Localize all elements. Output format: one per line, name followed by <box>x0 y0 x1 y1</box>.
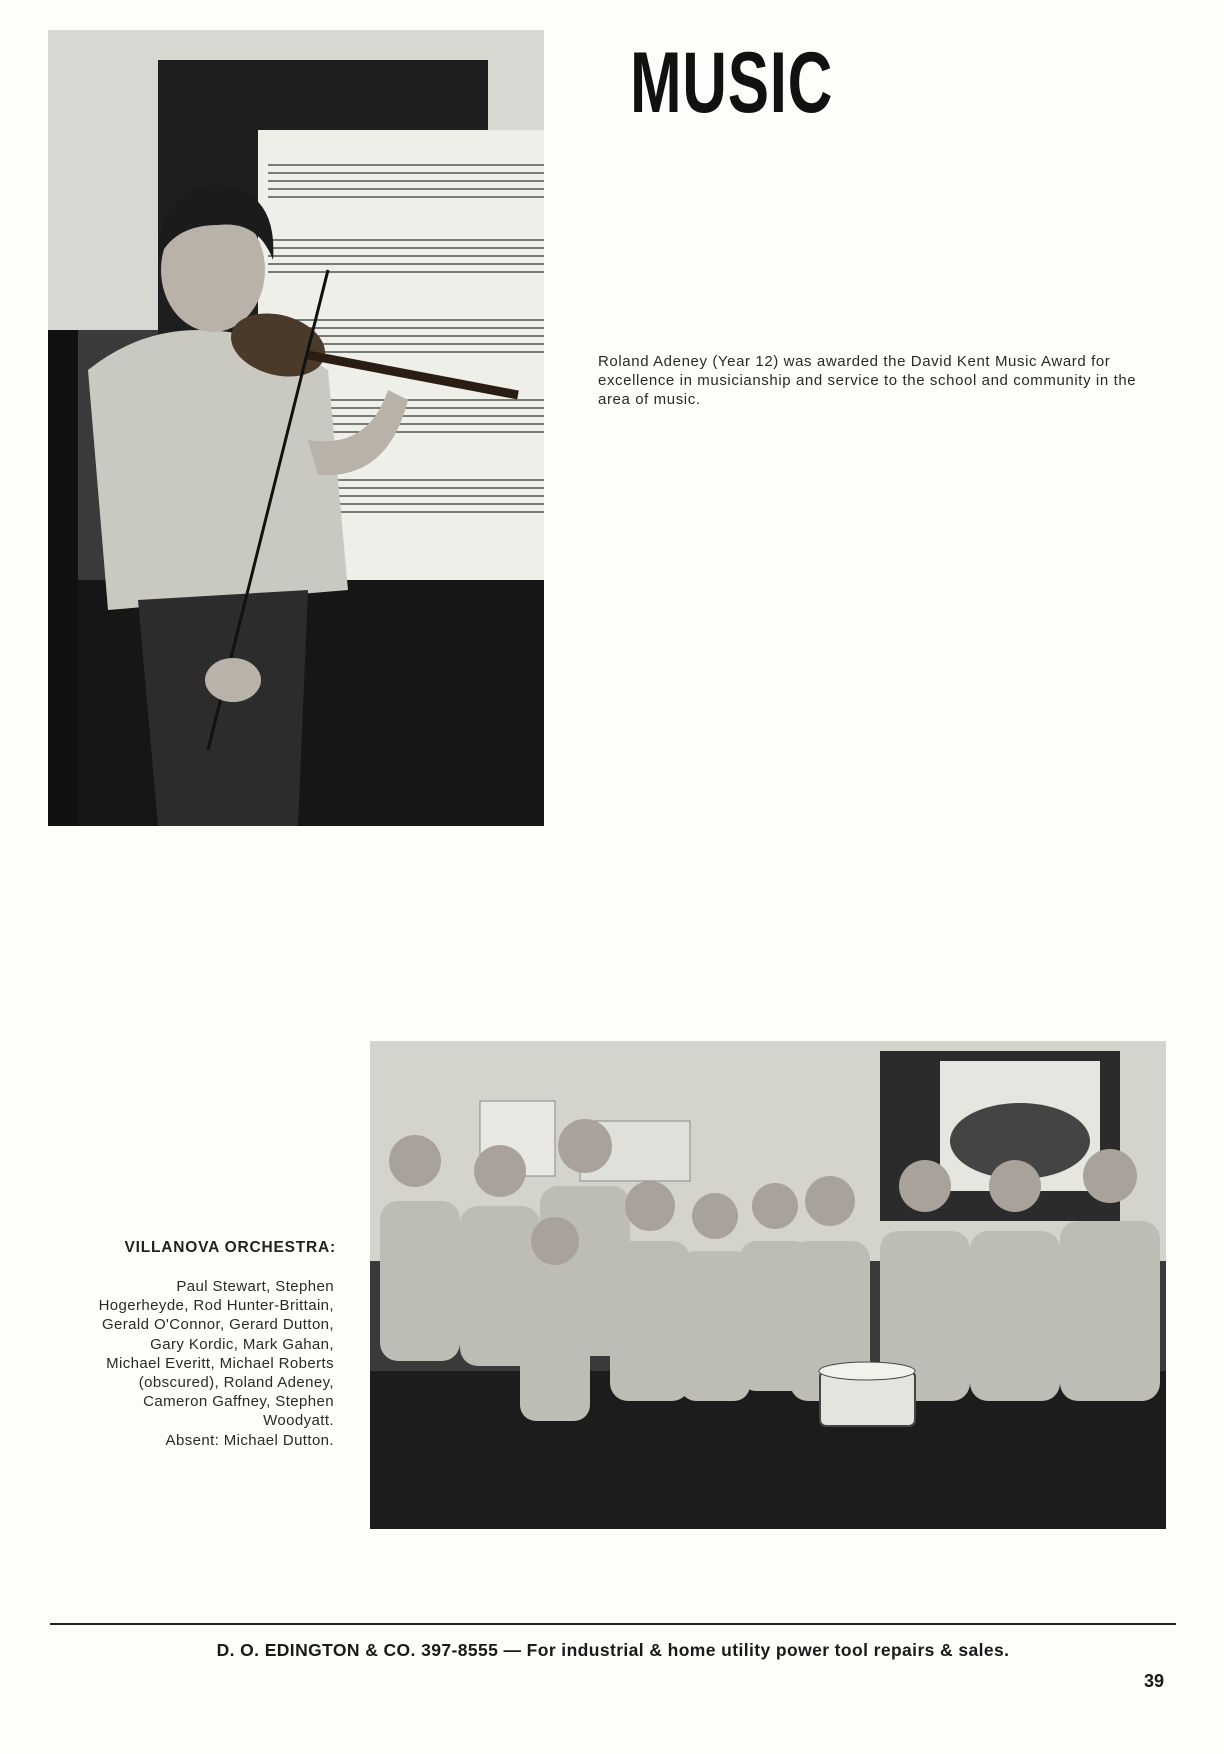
footer-advertisement: D. O. EDINGTON & CO. 397-8555 — For industrial & home utility power tool repairs & sales. <box>216 1640 1010 1660</box>
orchestra-name-line: Gerald O'Connor, Gerard Dutton, <box>101 1316 334 1334</box>
orchestra-name-line: Hogerheyde, Rod Hunter-Brittain, <box>98 1297 334 1315</box>
orchestra-heading: VILLANOVA ORCHESTRA: <box>124 1239 336 1256</box>
orchestra-name-line: Cameron Gaffney, Stephen <box>143 1393 334 1411</box>
orchestra-name-line: Woodyatt. <box>263 1412 334 1430</box>
award-caption: Roland Adeney (Year 12) was awarded the David Kent Music Award for excellence in musicianship and service to the school and community in the area of music. <box>598 353 1137 408</box>
violinist-photo <box>48 30 544 826</box>
orchestra-name-line: Gary Kordic, Mark Gahan, <box>150 1335 334 1353</box>
orchestra-name-line: Paul Stewart, Stephen <box>176 1278 334 1295</box>
orchestra-photo-image <box>370 1041 1166 1529</box>
page-number: 39 <box>1143 1671 1164 1691</box>
orchestra-name-line: (obscured), Roland Adeney, <box>138 1374 334 1392</box>
orchestra-photo <box>370 1041 1166 1529</box>
orchestra-name-line: Absent: Michael Dutton. <box>165 1431 334 1449</box>
orchestra-name-line: Michael Everitt, Michael Roberts <box>106 1354 334 1372</box>
page-title: MUSIC <box>630 35 834 131</box>
orchestra-names <box>14 1277 334 1450</box>
footer-divider <box>50 1623 1176 1625</box>
violinist-photo-image <box>48 30 544 826</box>
